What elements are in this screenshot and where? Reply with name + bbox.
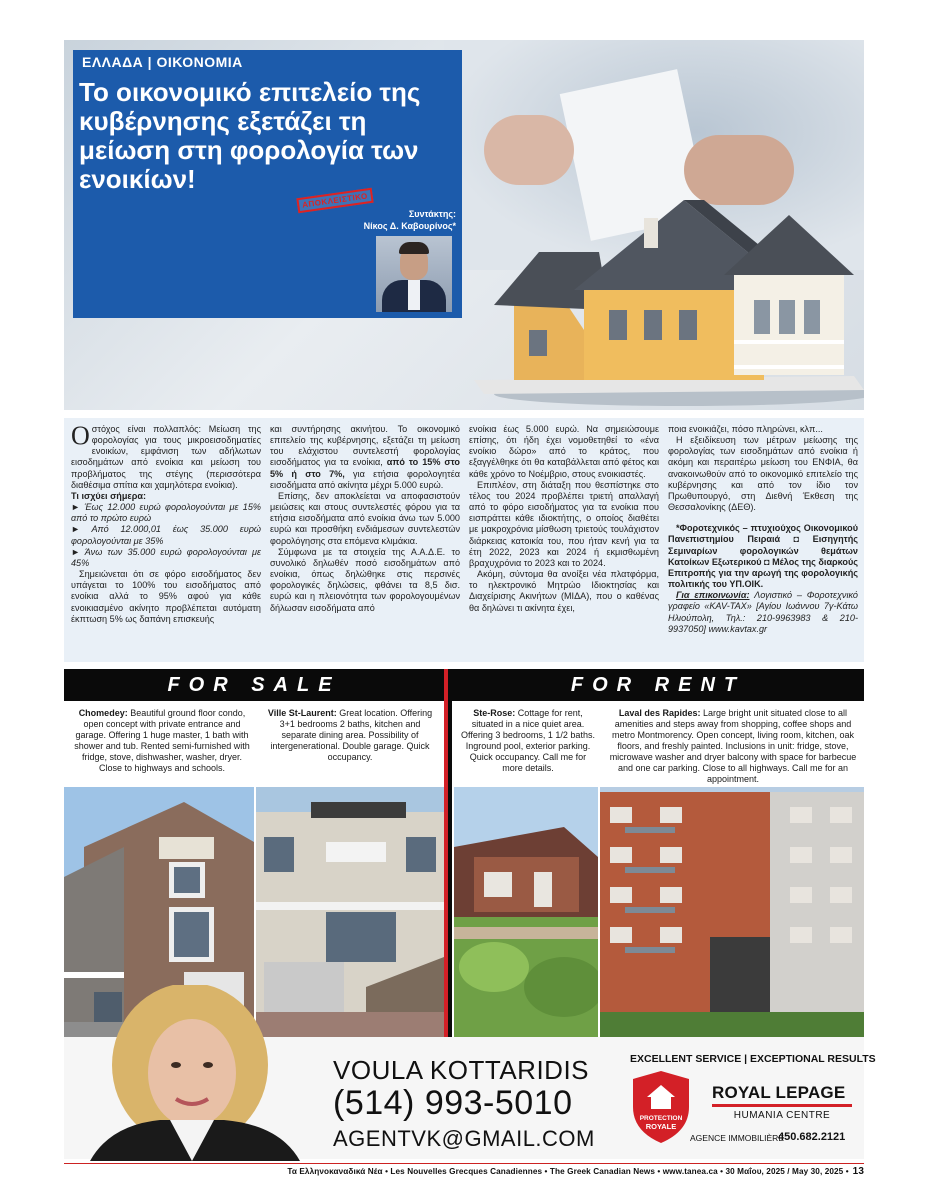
exclusive-stamp: ΑΠΟΚΛΕΙΣΤΙΚΟ <box>296 188 373 213</box>
bullet-item: ► Από 12.000,01 έως 35.000 ευρώ φορολογούνται με 35% <box>71 524 261 546</box>
service-tagline: EXCELLENT SERVICE | EXCEPTIONAL RESULTS <box>630 1053 876 1065</box>
listing-laval-des-rapides <box>606 708 860 785</box>
agency-phone: 450.682.2121 <box>778 1131 846 1143</box>
paragraph: Ακόμη, σύντομα θα ανοίξει νέα πλατφόρμα, το ηλεκτρονικό Μητρώο Ιδιοκτησίας και Διαχείρισης Ακινήτων (ΜΙΔΑ), που ο καθένας θα δηλώνει τι ακίνητα έχει, <box>469 569 659 613</box>
byline-name: Νίκος Δ. Καβουρίνος* <box>363 221 456 231</box>
paragraph: ενοίκια έως 5.000 ευρώ. Να σημειώσουμε επίσης, ότι ήδη έχει νομοθετηθεί το «ένα ενοίκιο δώρο» από το κράτος, που εξαγγέλθηκε ότι θα καταβάλλεται από φέτος και κάθε χρόνο το Νοέμβριο, στους ενοικιαστές. <box>469 424 659 479</box>
divider <box>448 669 452 1037</box>
listing-title: Ste-Rose: <box>473 708 516 718</box>
paragraph: Επιπλέον, στη διάταξη που θεσπίστηκε στο τέλος του 2024 προβλέπει τριετή απαλλαγή από το φόρο εισοδήματος για τα ενοίκια που εισπράττει κάθε ιδιοκτήτης, ο οποίος διαθέτει με μακροχρόνια μίσθωση τριετούς τουλάχιστον διάρκειας κατοικία του, που ήταν κενή για τα έτη 2022, 2023 και 2024 ή εκμισθωμένη βραχυχρόνια το 2023 και το 2024. <box>469 479 659 568</box>
paragraph: ποια ενοικιάζει, πόσο πληρώνει, κλπ... <box>668 424 823 434</box>
listing-chomedey <box>72 708 252 774</box>
contact-info: Λογιστικό – Φοροτεχνικό γραφείο «KAV-TAX» [Αγίου Ιωάννου 7γ-Κάτω Ηλιούπολη, Τηλ.: 210-9963983 & 210-9937050] www.kavtax.gr <box>668 590 858 634</box>
highlight-text: από το 15% στο 5% ή στο 7%, <box>270 457 460 479</box>
photo-laval-des-rapides <box>600 787 864 1037</box>
article-column-4 <box>668 424 858 635</box>
author-bio: *Φοροτεχνικός – πτυχιούχος Οικονομικού Πανεπιστημίου Πειραιά ◘ Εισηγητής Σεμιναρίων φορολογικών θεμάτων Κατοίκων Εξωτερικού ◘ Μέλος της διαρκούς Επιτροπής για την αρωγή της φορολογικής πολιτικής του ΥΠ.ΟΙΚ. <box>668 523 859 590</box>
paragraph: Επίσης, δεν αποκλείεται να αποφασιστούν μειώσεις και στους συντελεστές φόρου για τα ετήσια εισοδήματα από ενοίκια άνω των 5.000 ευρώ και προσθήκη ενδιάμεσων συντελεστών φορολόγησης στα επόμενα κλιμάκια. <box>270 490 460 546</box>
royal-lepage-logo: ROYAL LEPAGE <box>712 1083 846 1102</box>
brand-underline <box>712 1104 852 1107</box>
agent-photo <box>70 985 310 1161</box>
royale-label: ROYALE <box>645 1122 677 1131</box>
listing-ste-rose <box>460 708 596 774</box>
article-column-2 <box>270 424 460 614</box>
listing-text: Great location. Offering 3+1 bedrooms 2 baths, kitchen and separate dining area. Possibility of intergenerational. Double garage. Quick occupancy. <box>270 708 433 762</box>
article-column-3 <box>469 424 659 614</box>
footer-text: Τα Ελληνοκαναδικά Νέα • Les Nouvelles Grecques Canadiennes • The Greek Canadian News • www.tanea.ca • 30 Μαΐου, 2025 / May 30, 2025 • <box>287 1167 849 1176</box>
agent-phone: (514) 993-5010 <box>333 1084 573 1122</box>
photo-ste-rose <box>454 787 598 1037</box>
bullet-item: ► Έως 12.000 ευρώ φορολογούνται με 15% από το πρώτο ευρώ <box>71 502 261 524</box>
article-column-1 <box>71 421 261 625</box>
listing-title: Ville St-Laurent: <box>267 708 337 718</box>
listing-title: Chomedey: <box>78 708 128 718</box>
brand-subtitle: HUMANIA CENTRE <box>733 1110 831 1121</box>
protection-royale-shield-icon <box>631 1069 691 1150</box>
page-footer <box>64 1166 864 1177</box>
paragraph: Σύμφωνα με τα στοιχεία της Α.Α.Δ.Ε. το συνολικό δηλωθέν ποσό εισοδημάτων από ενοίκια, όπως δηλώθηκε στις περσινές φορολογικές δηλώσεις, φθάνει τα 8,5 δισ. ευρώ και η πλειονότητα των φορολογουμένων δήλωσαν εισοδήματα από <box>270 546 460 613</box>
agent-name: VOULA KOTTARIDIS <box>333 1055 590 1085</box>
byline <box>300 208 456 232</box>
paragraph: Η εξειδίκευση των μέτρων μείωσης της φορολογίας των εισοδημάτων από ενοίκια ή ακόμη και περαιτέρω μείωση του ΕΝΦΙΑ, θα ανακοινωθούν από το οικονομικό επιτελείο της κυβέρνησης και από τον ίδιο τον Πρωθυπουργό, στη Διεθνή Έκθεση της Θεσσαλονίκης (ΔΕΘ). <box>668 435 858 513</box>
bullet-item: ► Άνω των 35.000 ευρώ φορολογούνται με 45% <box>71 546 261 568</box>
section-label: ΕΛΛΑΔΑ | ΟΙΚΟΝΟΜΙΑ <box>82 54 243 70</box>
for-sale-banner: FOR SALE <box>64 669 444 701</box>
contact-label: Για επικοινωνία: <box>676 590 750 601</box>
listing-text: Beautiful ground floor condo, open concept with private entrance and garage. Offering 1 huge master, 1 bath with shower and tub. Rented semi-furnished with fridge, stove, dishwasher, washer, dryer. Close to highways and schools. <box>74 708 250 773</box>
dropcap: Ο <box>71 421 90 450</box>
paragraph: Σημειώνεται ότι σε φόρο εισοδήματος δεν υπάγεται το 100% του εισοδήματος από ενοίκια αλλά το 95% αφού για κάθε ενοικιασμένο ακίνητο προβλέπεται αυτόματη έκπτωση 5% ως δαπάνη επισκευής <box>71 569 261 624</box>
protection-label: PROTECTION <box>639 1115 683 1122</box>
agent-email: AGENTVK@GMAIL.COM <box>333 1126 595 1151</box>
listing-text: Cottage for rent, situated in a nice quiet area. Offering 3 bedrooms, 1 1/2 baths. Inground pool, exterior parking. Quick occupancy. Call me for more details. <box>461 708 595 773</box>
paragraph: στόχος είναι πολλαπλός: Μείωση της φορολογίας για τους μικροεισοδηματίες ενοικίων, εμφάνιση των αδήλωτων εισοδημάτων από ενοίκια και μείωση του προβλήματος της στέγης (περισσότερα διαθέσιμα σπίτια και χαμηλότερα ενοίκια). <box>71 424 261 490</box>
agency-label: AGENCE IMMOBILIÈRE <box>690 1133 784 1143</box>
listing-ville-st-laurent <box>262 708 438 763</box>
listing-title: Laval des Rapides: <box>618 708 701 718</box>
paragraph: για ετήσια φορολογητέα εισοδήματα από ακίνητα μέχρι 5.000 ευρώ. <box>270 468 461 490</box>
for-rent-banner: FOR RENT <box>452 669 864 701</box>
author-photo <box>376 236 452 312</box>
listing-text: Large bright unit situated close to all amenities and steps away from shopping, coffee shops and metro Montmorency. Open concept, living room, kitchen, oak floors, and freshly painted. Inclusions in unit: fridge, stove, microwave washer and dryer balcony with space for barbecue and one car parking. Close to all highways. Call me for an appointment. <box>609 708 857 784</box>
page-number: 13 <box>852 1166 864 1177</box>
footer-rule <box>64 1163 864 1164</box>
byline-label: Συντάκτης: <box>408 209 456 219</box>
headline: Το οικονομικό επιτελείο της κυβέρνησης εξετάζει τη μείωση στη φορολογία των ενοικίων! <box>79 77 421 194</box>
subheading: Τι ισχύει σήμερα: <box>71 490 146 501</box>
paragraph: και συντήρησης ακινήτου. Το οικονομικό επιτελείο της κυβέρνησης, εξετάζει τη μείωση του ελάχιστου συντελεστή φορολογίας εισοδήματος για τα ενοίκια, <box>270 424 460 468</box>
house-model-illustration <box>434 180 864 410</box>
